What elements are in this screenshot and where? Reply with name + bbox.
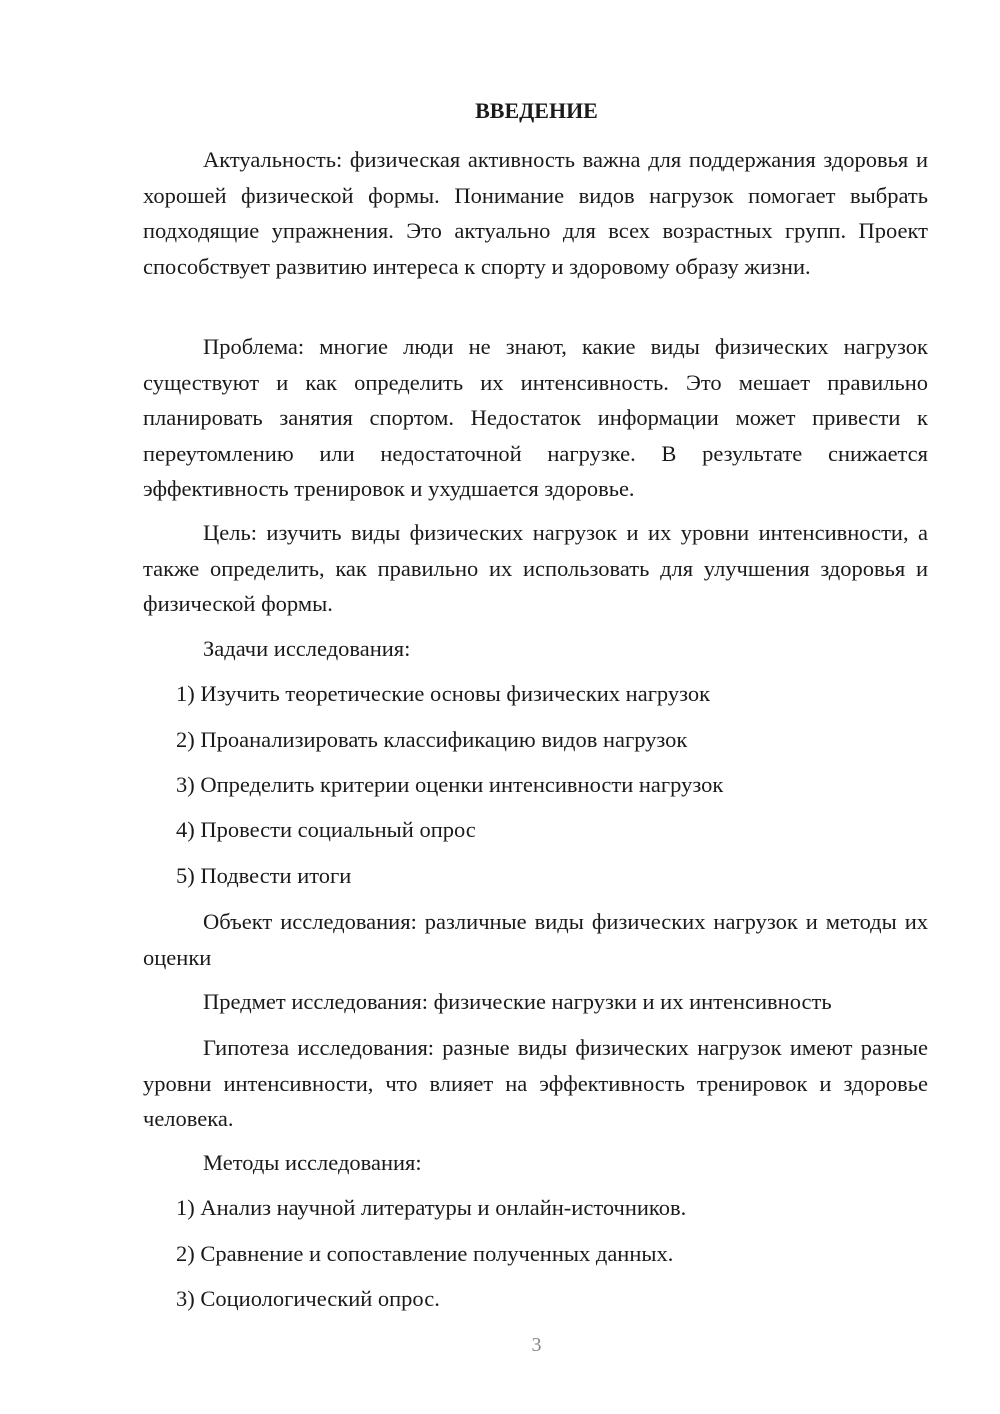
paragraph-relevance: Актуальность: физическая активность важна для поддержания здоровья и хорошей физической формы. Понимание видов нагрузок помогает выбрать подходящие упражнения. Это актуально для всех возрастных групп. Проект способствует развитию интереса к спорту и здоровому образу жизни. <box>143 147 928 279</box>
page-title: ВВЕДЕНИЕ <box>475 98 598 123</box>
task-item: 1) Изучить теоретические основы физических нагрузок <box>176 681 711 706</box>
paragraph-goal: Цель: изучить виды физических нагрузок и их уровни интенсивности, а также определить, как правильно их использовать для улучшения здоровья и физической формы. <box>143 520 928 616</box>
paragraph-subject: Предмет исследования: физические нагрузки и их интенсивность <box>203 989 832 1014</box>
task-item: 3) Определить критерии оценки интенсивности нагрузок <box>176 772 724 797</box>
paragraph-problem: Проблема: многие люди не знают, какие виды физических нагрузок существуют и как определить их интенсивность. Это мешает правильно планировать занятия спортом. Недостаток информации может привести к переутомлению или недостаточной нагрузке. В результате снижается эффективность тренировок и ухудшается здоровье. <box>143 334 928 501</box>
task-item: 2) Проанализировать классификацию видов нагрузок <box>176 727 688 752</box>
task-item: 4) Провести социальный опрос <box>176 817 476 842</box>
method-item: 3) Социологический опрос. <box>176 1286 440 1311</box>
methods-title: Методы исследования: <box>203 1150 422 1175</box>
method-item: 2) Сравнение и сопоставление полученных данных. <box>176 1241 674 1266</box>
tasks-title: Задачи исследования: <box>203 636 411 661</box>
method-item: 1) Анализ научной литературы и онлайн-источников. <box>176 1195 687 1220</box>
paragraph-hypothesis: Гипотеза исследования: разные виды физических нагрузок имеют разные уровни интенсивности, что влияет на эффективность тренировок и здоровье человека. <box>143 1035 928 1131</box>
task-item: 5) Подвести итоги <box>176 863 352 888</box>
paragraph-object: Объект исследования: различные виды физических нагрузок и методы их оценки <box>143 909 928 970</box>
page-number: 3 <box>531 1334 542 1356</box>
